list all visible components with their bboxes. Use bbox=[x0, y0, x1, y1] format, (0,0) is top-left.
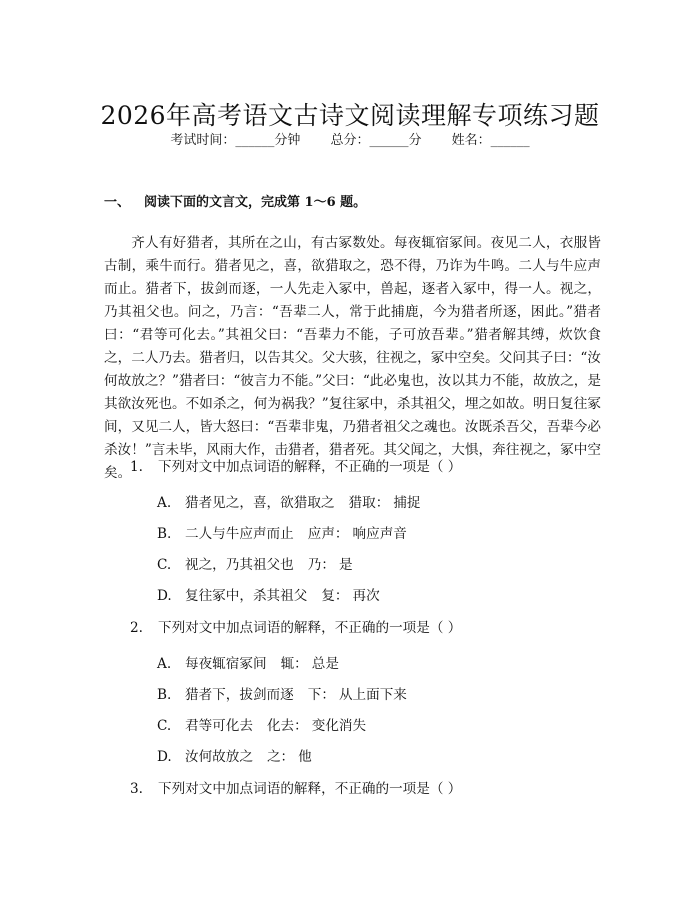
option-letter: C. bbox=[157, 718, 172, 734]
question-2 bbox=[130, 615, 600, 773]
option-c bbox=[130, 550, 600, 581]
option-letter: D. bbox=[157, 749, 172, 765]
option-sentence: 二人与牛应声而止 bbox=[185, 526, 294, 542]
option-meaning: 从上面下来 bbox=[338, 687, 407, 703]
option-sentence: 汝何故放之 bbox=[185, 749, 253, 765]
question-text: 下列对文中加点词语的解释，不正确的一项是（ ） bbox=[158, 781, 462, 797]
total-score-field: 总分：______分 bbox=[330, 133, 422, 148]
option-sentence: 猎者见之，喜，欲猎取之 bbox=[185, 495, 335, 511]
section-number: 一、 bbox=[104, 195, 131, 210]
option-meaning: 变化消失 bbox=[311, 718, 367, 734]
option-meaning: 是 bbox=[338, 557, 353, 573]
option-c bbox=[130, 711, 600, 742]
option-a bbox=[130, 649, 600, 680]
option-a bbox=[130, 488, 600, 519]
option-letter: B. bbox=[157, 526, 172, 542]
question-number: 1. bbox=[130, 459, 143, 475]
question-list bbox=[130, 454, 600, 810]
exam-info bbox=[0, 131, 700, 151]
option-word: 辄： bbox=[280, 656, 308, 672]
option-letter: A. bbox=[157, 656, 172, 672]
question-1 bbox=[130, 454, 600, 612]
option-word: 下： bbox=[307, 687, 335, 703]
option-word: 之： bbox=[266, 749, 295, 765]
option-meaning: 响应声音 bbox=[352, 526, 407, 542]
option-b bbox=[130, 680, 600, 711]
question-3 bbox=[130, 776, 600, 810]
option-sentence: 视之，乃其祖父也 bbox=[185, 557, 294, 573]
question-stem bbox=[130, 454, 600, 488]
classical-passage: 齐人有好猎者，其所在之山，有古冢数处。每夜辄宿冢间。夜见二人，衣服皆古制，乘牛而行。猎者见之，喜，欲猎取之，恐不得，乃诈为牛鸣。二人与牛应声而止。猎者下，拔剑而逐，一人先走入冢中，兽起，逐者入冢中，得一人。视之，乃其祖父也。问之，乃言：“吾辈二人，常于此捕鹿，今为猎者所逐，困此。”猎者曰：“君等可化去。”其祖父曰：“吾辈力不能，子可放吾辈。”猎者解其缚，炊饮食之，二人乃去。猎者归，以告其父。父大骇，往视之，冢中空矣。父问其子曰：“汝何故放之？”猎者曰：“彼言力不能。”父曰：“此必鬼也，汝以其力不能，故放之，是其欲汝死也。不如杀之，何为祸我？”复往冢中，杀其祖父，埋之如故。明日复往冢间，又见二人，皆大怒曰：“吾辈非鬼，乃猎者祖父之魂也。汝既杀吾父，吾辈今必杀汝！”言未毕，风雨大作，击猎者，猎者死。其父闻之，大惧，奔往视之，冢中空矣。 bbox=[104, 235, 601, 481]
question-stem bbox=[130, 615, 600, 649]
option-sentence: 君等可化去 bbox=[185, 718, 253, 734]
option-sentence: 猎者下，拔剑而逐 bbox=[185, 687, 294, 703]
student-name-field: 姓名：______ bbox=[451, 133, 530, 148]
option-letter: B. bbox=[157, 687, 172, 703]
question-number: 2. bbox=[130, 620, 143, 636]
option-meaning: 再次 bbox=[352, 588, 380, 604]
option-meaning: 总是 bbox=[311, 656, 339, 672]
option-letter: A. bbox=[157, 495, 172, 511]
exam-time-field: 考试时间：______分钟 bbox=[170, 133, 301, 148]
option-d bbox=[130, 742, 600, 773]
option-word: 化去： bbox=[266, 718, 308, 734]
question-text: 下列对文中加点词语的解释，不正确的一项是（ ） bbox=[158, 620, 462, 636]
section-heading bbox=[104, 193, 366, 213]
option-sentence: 复往冢中，杀其祖父 bbox=[185, 588, 308, 604]
option-b bbox=[130, 519, 600, 550]
question-stem bbox=[130, 776, 600, 810]
question-number: 3. bbox=[130, 781, 143, 797]
option-sentence: 每夜辄宿冢间 bbox=[185, 656, 267, 672]
option-letter: C. bbox=[157, 557, 172, 573]
option-word: 应声： bbox=[307, 526, 349, 542]
option-meaning: 他 bbox=[298, 749, 312, 765]
question-text: 下列对文中加点词语的解释，不正确的一项是（ ） bbox=[158, 459, 462, 475]
option-d bbox=[130, 581, 600, 612]
option-letter: D. bbox=[157, 588, 172, 604]
option-word: 复： bbox=[321, 588, 349, 604]
section-instruction: 阅读下面的文言文，完成第 1～6 题。 bbox=[144, 195, 367, 210]
page-title: 2026年高考语文古诗文阅读理解专项练习题 bbox=[100, 100, 600, 130]
option-word: 乃： bbox=[307, 557, 335, 573]
option-word: 猎取： bbox=[348, 495, 390, 511]
option-meaning: 捕捉 bbox=[393, 495, 421, 511]
